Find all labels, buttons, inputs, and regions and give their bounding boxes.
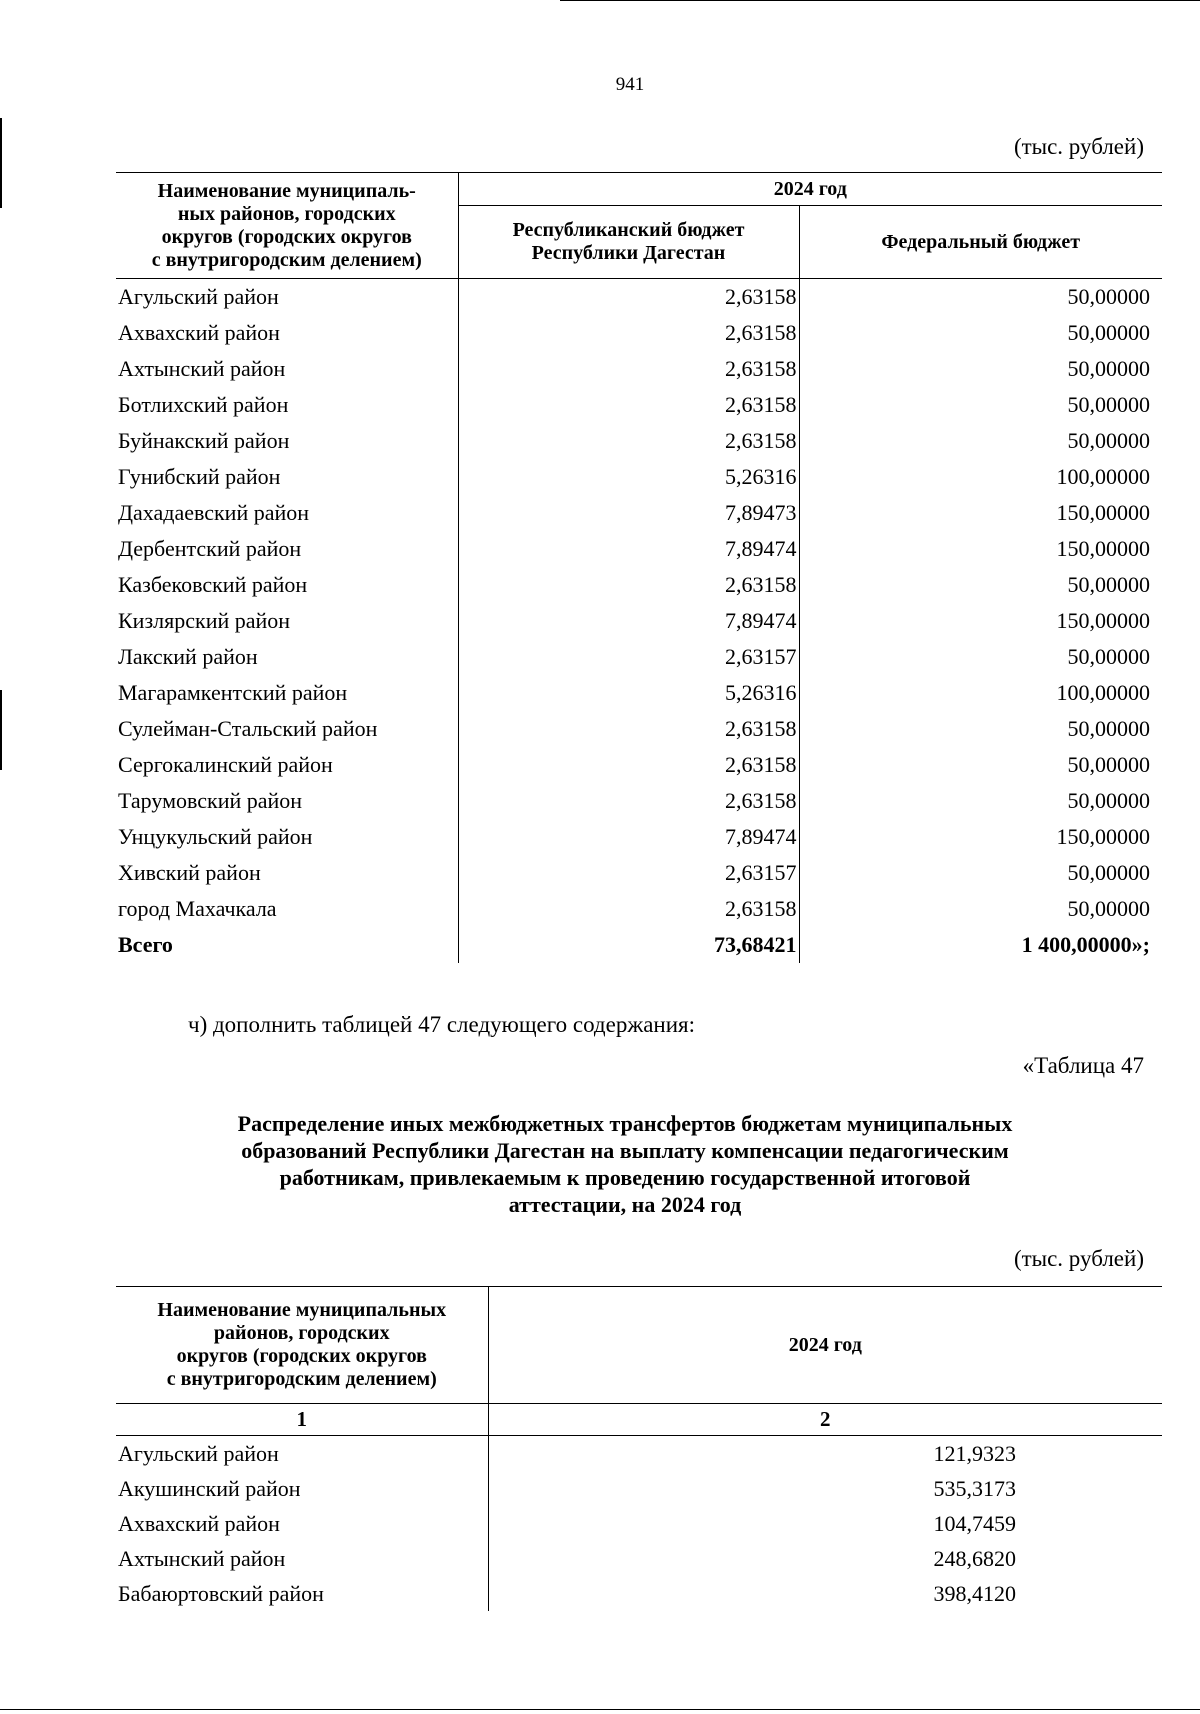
municipality-name: Хивский район: [116, 855, 458, 891]
republic-budget-value: 2,63157: [458, 639, 799, 675]
municipality-name: Агульский район: [116, 279, 458, 316]
header-line: Республиканский бюджет: [512, 219, 745, 241]
title-line: аттестации, на 2024 год: [508, 1192, 742, 1217]
republic-budget-value: 2,63158: [458, 351, 799, 387]
budget-table-2024: [116, 172, 1162, 963]
table-row: [116, 423, 1162, 459]
republic-budget-value: 2,63158: [458, 315, 799, 351]
title-line: работникам, привлекаемым к проведению государственной итоговой: [279, 1165, 971, 1190]
municipality-name: Буйнакский район: [116, 423, 458, 459]
table-row: [116, 315, 1162, 351]
municipality-name: Бабаюртовский район: [116, 1576, 488, 1611]
municipality-name: Ахтынский район: [116, 1541, 488, 1576]
federal-budget-value: 100,00000: [1056, 464, 1150, 489]
table-row: [116, 891, 1162, 927]
republic-budget-value: 5,26316: [458, 459, 799, 495]
republic-budget-value: 2,63158: [458, 783, 799, 819]
transfer-value: 248,6820: [933, 1545, 1016, 1571]
bottom-border-line: [0, 1709, 1200, 1710]
table-row: [116, 351, 1162, 387]
table-row: [116, 1506, 1162, 1541]
republic-budget-value: 7,89474: [458, 603, 799, 639]
table-row: [116, 1541, 1162, 1576]
republic-budget-value: 2,63158: [458, 387, 799, 423]
transfer-value: 121,9323: [933, 1440, 1016, 1466]
municipality-name: Сергокалинский район: [116, 747, 458, 783]
header-line: ных районов, городских: [177, 202, 396, 225]
table-row: [116, 675, 1162, 711]
total-federal-value: 1 400,00000»;: [1021, 932, 1150, 957]
column-number: 1: [116, 1404, 488, 1436]
federal-budget-value: 50,00000: [1067, 752, 1150, 777]
total-label: Всего: [116, 927, 458, 963]
header-line: Наименование муниципальных: [157, 1299, 447, 1321]
federal-budget-value: 100,00000: [1056, 680, 1150, 705]
republic-budget-value: 2,63158: [458, 747, 799, 783]
top-border-line: [560, 0, 1200, 1]
table-row: [116, 819, 1162, 855]
column-number-row: [116, 1404, 1162, 1436]
header-year: 2024 год: [458, 173, 1162, 206]
header-line: с внутригородским делением): [166, 1368, 437, 1390]
republic-budget-value: 7,89474: [458, 531, 799, 567]
federal-budget-value: 50,00000: [1067, 284, 1150, 309]
title-line: Распределение иных межбюджетных трансфертов бюджетам муниципальных: [237, 1111, 1013, 1136]
table47: [116, 1286, 1162, 1611]
table-row: [116, 279, 1162, 316]
federal-budget-value: 50,00000: [1067, 320, 1150, 345]
municipality-name: Казбековский район: [116, 567, 458, 603]
republic-budget-value: 2,63158: [458, 423, 799, 459]
header-line: районов, городских: [213, 1322, 390, 1344]
municipality-name: Гунибский район: [116, 459, 458, 495]
header-republic-budget: [458, 206, 799, 279]
header-municipality: [116, 1287, 488, 1404]
table-row: [116, 603, 1162, 639]
header-line: Республики Дагестан: [531, 242, 726, 264]
table-row: [116, 495, 1162, 531]
header-federal-budget: Федеральный бюджет: [799, 206, 1162, 279]
table-row: [116, 387, 1162, 423]
federal-budget-value: 50,00000: [1067, 428, 1150, 453]
federal-budget-value: 150,00000: [1056, 608, 1150, 633]
municipality-name: Агульский район: [116, 1436, 488, 1472]
republic-budget-value: 5,26316: [458, 675, 799, 711]
table-row: [116, 531, 1162, 567]
table-row: [116, 783, 1162, 819]
municipality-name: Лакский район: [116, 639, 458, 675]
table-row: [116, 459, 1162, 495]
header-line: округов (городских округов: [161, 225, 412, 248]
table-row: [116, 1576, 1162, 1611]
left-scan-edge: [0, 118, 2, 208]
table-row: [116, 567, 1162, 603]
federal-budget-value: 150,00000: [1056, 824, 1150, 849]
municipality-name: Ахвахский район: [116, 315, 458, 351]
federal-budget-value: 50,00000: [1067, 896, 1150, 921]
page-number: 941: [615, 74, 645, 95]
federal-budget-value: 150,00000: [1056, 500, 1150, 525]
table47-units: (тыс. рублей): [1013, 1246, 1144, 1271]
federal-budget-value: 50,00000: [1067, 860, 1150, 885]
municipality-name: Магарамкентский район: [116, 675, 458, 711]
table-row: [116, 747, 1162, 783]
municipality-name: Ахвахский район: [116, 1506, 488, 1541]
federal-budget-value: 50,00000: [1067, 716, 1150, 741]
header-line: с внутригородским делением): [151, 248, 422, 271]
federal-budget-value: 50,00000: [1067, 788, 1150, 813]
table47-title: [150, 1110, 1100, 1218]
republic-budget-value: 2,63157: [458, 855, 799, 891]
title-line: образований Республики Дагестан на выплату компенсации педагогическим: [241, 1138, 1009, 1163]
header-municipality: [116, 173, 458, 279]
federal-budget-value: 50,00000: [1067, 356, 1150, 381]
federal-budget-value: 50,00000: [1067, 392, 1150, 417]
municipality-name: Тарумовский район: [116, 783, 458, 819]
municipality-name: Сулейман-Стальский район: [116, 711, 458, 747]
left-scan-edge: [0, 690, 2, 770]
republic-budget-value: 7,89474: [458, 819, 799, 855]
amendment-paragraph: ч) дополнить таблицей 47 следующего содержания:: [188, 1012, 695, 1037]
municipality-name: Ахтынский район: [116, 351, 458, 387]
header-line: Наименование муниципаль-: [157, 179, 416, 202]
municipality-name: Акушинский район: [116, 1471, 488, 1506]
federal-budget-value: 150,00000: [1056, 536, 1150, 561]
republic-budget-value: 7,89473: [458, 495, 799, 531]
republic-budget-value: 2,63158: [458, 711, 799, 747]
municipality-name: город Махачкала: [116, 891, 458, 927]
transfer-value: 398,4120: [933, 1580, 1016, 1606]
table1-units: (тыс. рублей): [1013, 134, 1144, 159]
table-row: [116, 639, 1162, 675]
municipality-name: Дербентский район: [116, 531, 458, 567]
total-republic-value: 73,68421: [458, 927, 799, 963]
municipality-name: Кизлярский район: [116, 603, 458, 639]
table-row: [116, 1471, 1162, 1506]
table-row: [116, 711, 1162, 747]
municipality-name: Дахадаевский район: [116, 495, 458, 531]
republic-budget-value: 2,63158: [458, 567, 799, 603]
table47-caption: «Таблица 47: [1022, 1053, 1144, 1078]
table-row: [116, 1436, 1162, 1472]
table-row: [116, 855, 1162, 891]
municipality-name: Унцукульский район: [116, 819, 458, 855]
transfer-value: 104,7459: [933, 1510, 1016, 1536]
column-number: 2: [488, 1404, 1162, 1436]
total-row: [116, 927, 1162, 963]
transfer-value: 535,3173: [933, 1475, 1016, 1501]
republic-budget-value: 2,63158: [458, 279, 799, 316]
republic-budget-value: 2,63158: [458, 891, 799, 927]
federal-budget-value: 50,00000: [1067, 572, 1150, 597]
municipality-name: Ботлихский район: [116, 387, 458, 423]
header-line: округов (городских округов: [176, 1345, 427, 1367]
federal-budget-value: 50,00000: [1067, 644, 1150, 669]
header-year: 2024 год: [488, 1287, 1162, 1404]
